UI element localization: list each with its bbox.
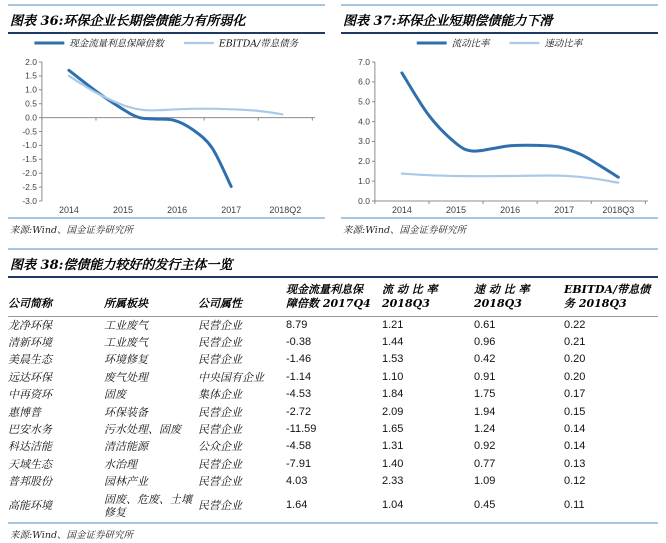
table-cell-value: 0.15 — [564, 405, 586, 418]
svg-text:1.5: 1.5 — [25, 70, 37, 81]
column-header: 现金流量利息保 障倍数 2017Q4 — [286, 280, 382, 316]
chart-36-source: 来源:Wind、国金证券研究所 — [10, 225, 134, 236]
table-cell-text: 民营企业 — [198, 336, 242, 349]
svg-text:2015: 2015 — [113, 204, 133, 216]
table-cell-value: 0.96 — [474, 336, 496, 348]
table-cell-value: 1.09 — [474, 475, 496, 488]
table-cell-text: 水治理 — [104, 457, 137, 471]
column-header: 公司简称 — [8, 280, 104, 316]
table-cell-text: 民营企业 — [198, 423, 242, 437]
issuer-table-body — [8, 316, 658, 521]
issuer-table-head — [8, 280, 658, 316]
column-header: EBITDA/带息债 务 2018Q3 — [564, 280, 658, 316]
svg-text:7.0: 7.0 — [358, 56, 370, 67]
table-cell-value: 0.77 — [474, 457, 496, 470]
chart-36-title: 图表 36:环保企业长期偿债能力有所弱化 — [10, 14, 246, 29]
table-row — [8, 421, 658, 438]
table-cell-text: 民营企业 — [198, 457, 242, 471]
svg-text:2018Q2: 2018Q2 — [269, 204, 302, 216]
svg-text:2015: 2015 — [446, 204, 466, 216]
table-cell-text: 民营企业 — [198, 475, 242, 489]
chart-38-source: 来源:Wind、国金证券研究所 — [10, 530, 134, 542]
svg-text:2016: 2016 — [500, 204, 521, 216]
table-row — [8, 491, 658, 522]
table-row — [8, 316, 658, 334]
svg-text:现金流量利息保障倍数: 现金流量利息保障倍数 — [69, 38, 164, 50]
table-cell-value: 1.94 — [474, 405, 496, 418]
table-cell-text: 工业废气 — [104, 336, 148, 349]
svg-text:2017: 2017 — [554, 204, 575, 216]
table-cell-text: 固废、危废、土壤修复 — [104, 492, 192, 520]
table-cell-text: 民营企业 — [198, 318, 242, 332]
svg-text:0.0: 0.0 — [25, 112, 37, 123]
table-cell-text: 环境修复 — [104, 353, 148, 367]
svg-text:2017: 2017 — [221, 204, 242, 216]
table-cell-value: 0.42 — [474, 353, 496, 366]
table-cell-text: 民营企业 — [198, 353, 242, 367]
table-cell-value: 0.12 — [564, 475, 586, 488]
table-row — [8, 386, 658, 403]
table-cell-text: 集体企业 — [198, 388, 242, 402]
svg-text:1.0: 1.0 — [25, 84, 37, 95]
svg-text:EBITDA/带息债务: EBITDA/带息债务 — [218, 38, 299, 50]
table-cell-text: 科达洁能 — [8, 440, 52, 454]
table-cell-value: 1.21 — [382, 318, 404, 331]
column-header: 流 动 比 率 2018Q3 — [382, 280, 474, 316]
svg-text:流动比率: 流动比率 — [451, 38, 490, 50]
svg-text:3.0: 3.0 — [358, 136, 370, 147]
table-cell-value: -4.58 — [286, 440, 312, 453]
svg-text:-3.0: -3.0 — [22, 195, 37, 206]
table-cell-text: 园林产业 — [104, 475, 148, 489]
table-cell-value: -2.72 — [286, 405, 312, 418]
table-cell-text: 中再资环 — [8, 388, 52, 402]
table-cell-text: 美晨生态 — [8, 353, 52, 367]
table-cell-value: 0.20 — [564, 370, 586, 383]
table-cell-value: 1.04 — [382, 499, 404, 512]
svg-text:-2.0: -2.0 — [22, 167, 37, 179]
table-cell-value: 1.44 — [382, 336, 404, 348]
table-cell-text: 天域生态 — [8, 457, 52, 471]
table-cell-value: 0.61 — [474, 318, 496, 331]
table-cell-text: 清洁能源 — [104, 440, 148, 454]
table-cell-text: 工业废气 — [104, 318, 148, 332]
table-cell-value: 0.91 — [474, 370, 496, 383]
table-cell-value: 0.17 — [564, 388, 586, 401]
table-header-row — [8, 280, 658, 316]
column-header: 所属板块 — [104, 280, 198, 316]
svg-text:5.0: 5.0 — [358, 96, 370, 107]
table-cell-text: 远达环保 — [8, 370, 52, 384]
svg-text:6.0: 6.0 — [358, 76, 370, 87]
table-cell-text: 民营企业 — [198, 499, 242, 513]
table-cell-value: 0.14 — [564, 440, 586, 453]
table-cell-text: 高能环境 — [8, 499, 52, 513]
table-row — [8, 351, 658, 368]
chart-38-title: 图表 38:偿债能力较好的发行主体一览 — [10, 258, 233, 273]
svg-text:2016: 2016 — [167, 204, 188, 216]
svg-text:-0.5: -0.5 — [22, 126, 37, 137]
chart-37-panel — [341, 4, 658, 238]
table-cell-value: 1.40 — [382, 457, 404, 470]
table-cell-text: 巴安水务 — [8, 423, 52, 437]
column-header: 速 动 比 率 2018Q3 — [474, 280, 564, 316]
svg-text:2014: 2014 — [58, 204, 79, 216]
table-cell-value: 1.84 — [382, 388, 404, 401]
chart-37-source: 来源:Wind、国金证券研究所 — [343, 225, 467, 236]
table-row — [8, 334, 658, 351]
table-row — [8, 369, 658, 386]
table-cell-value: -7.91 — [286, 457, 312, 470]
table-cell-value: -0.38 — [286, 336, 312, 348]
column-header: 公司属性 — [198, 280, 286, 316]
table-cell-value: 2.33 — [382, 475, 404, 488]
charts-row — [8, 4, 658, 238]
svg-text:-2.5: -2.5 — [22, 181, 37, 192]
svg-text:2.0: 2.0 — [25, 56, 37, 67]
table-cell-value: 0.45 — [474, 499, 496, 512]
table-cell-value: 1.10 — [382, 370, 404, 383]
table-cell-text: 普邦股份 — [8, 475, 52, 489]
table-cell-text: 龙净环保 — [8, 318, 52, 332]
chart-38-section — [8, 248, 658, 543]
table-cell-value: -1.46 — [286, 353, 312, 366]
table-cell-text: 惠博普 — [8, 405, 41, 419]
title-rule — [8, 276, 658, 278]
table-cell-value: 4.03 — [286, 475, 308, 488]
table-cell-text: 固废 — [104, 388, 126, 402]
table-cell-value: 8.79 — [286, 318, 308, 331]
svg-text:1.0: 1.0 — [358, 175, 370, 186]
svg-text:0.5: 0.5 — [25, 98, 37, 109]
table-row — [8, 438, 658, 455]
table-cell-value: 0.13 — [564, 457, 586, 470]
table-cell-value: 0.92 — [474, 440, 496, 453]
svg-text:2014: 2014 — [391, 204, 412, 216]
svg-text:-1.5: -1.5 — [22, 154, 37, 165]
table-cell-value: 0.14 — [564, 423, 586, 436]
table-cell-value: -1.14 — [286, 370, 312, 383]
table-cell-value: 0.22 — [564, 318, 586, 331]
table-cell-text: 中央国有企业 — [198, 370, 264, 384]
chart-36-canvas — [8, 34, 325, 216]
table-cell-text: 环保装备 — [104, 405, 148, 419]
chart-37-title: 图表 37:环保企业短期偿债能力下滑 — [343, 14, 553, 29]
table-cell-value: 0.21 — [564, 336, 586, 348]
table-cell-value: -11.59 — [286, 423, 317, 436]
table-cell-text: 污水处理、固废 — [104, 423, 181, 437]
table-cell-value: -4.53 — [286, 388, 312, 401]
svg-text:速动比率: 速动比率 — [544, 38, 583, 50]
svg-text:4.0: 4.0 — [358, 116, 370, 127]
table-row — [8, 456, 658, 473]
table-row — [8, 404, 658, 421]
table-cell-value: 1.53 — [382, 353, 404, 366]
svg-text:0.0: 0.0 — [358, 195, 370, 206]
table-cell-value: 0.20 — [564, 353, 586, 366]
table-cell-value: 1.31 — [382, 440, 404, 453]
table-row — [8, 473, 658, 490]
table-cell-text: 废气处理 — [104, 370, 148, 384]
table-cell-value: 1.64 — [286, 499, 308, 512]
svg-text:-1.0: -1.0 — [22, 140, 37, 151]
issuer-table — [8, 280, 658, 521]
table-cell-text: 清新环境 — [8, 336, 52, 349]
table-cell-value: 2.09 — [382, 405, 404, 418]
table-cell-value: 0.11 — [564, 499, 585, 512]
chart-36-panel — [8, 4, 325, 238]
svg-text:2.0: 2.0 — [358, 156, 370, 167]
svg-text:2018Q3: 2018Q3 — [602, 204, 635, 216]
table-cell-value: 1.65 — [382, 423, 404, 436]
table-cell-text: 民营企业 — [198, 405, 242, 419]
table-cell-value: 1.75 — [474, 388, 496, 401]
table-cell-text: 公众企业 — [198, 440, 242, 454]
chart-37-canvas — [341, 34, 658, 216]
table-cell-value: 1.24 — [474, 423, 496, 436]
